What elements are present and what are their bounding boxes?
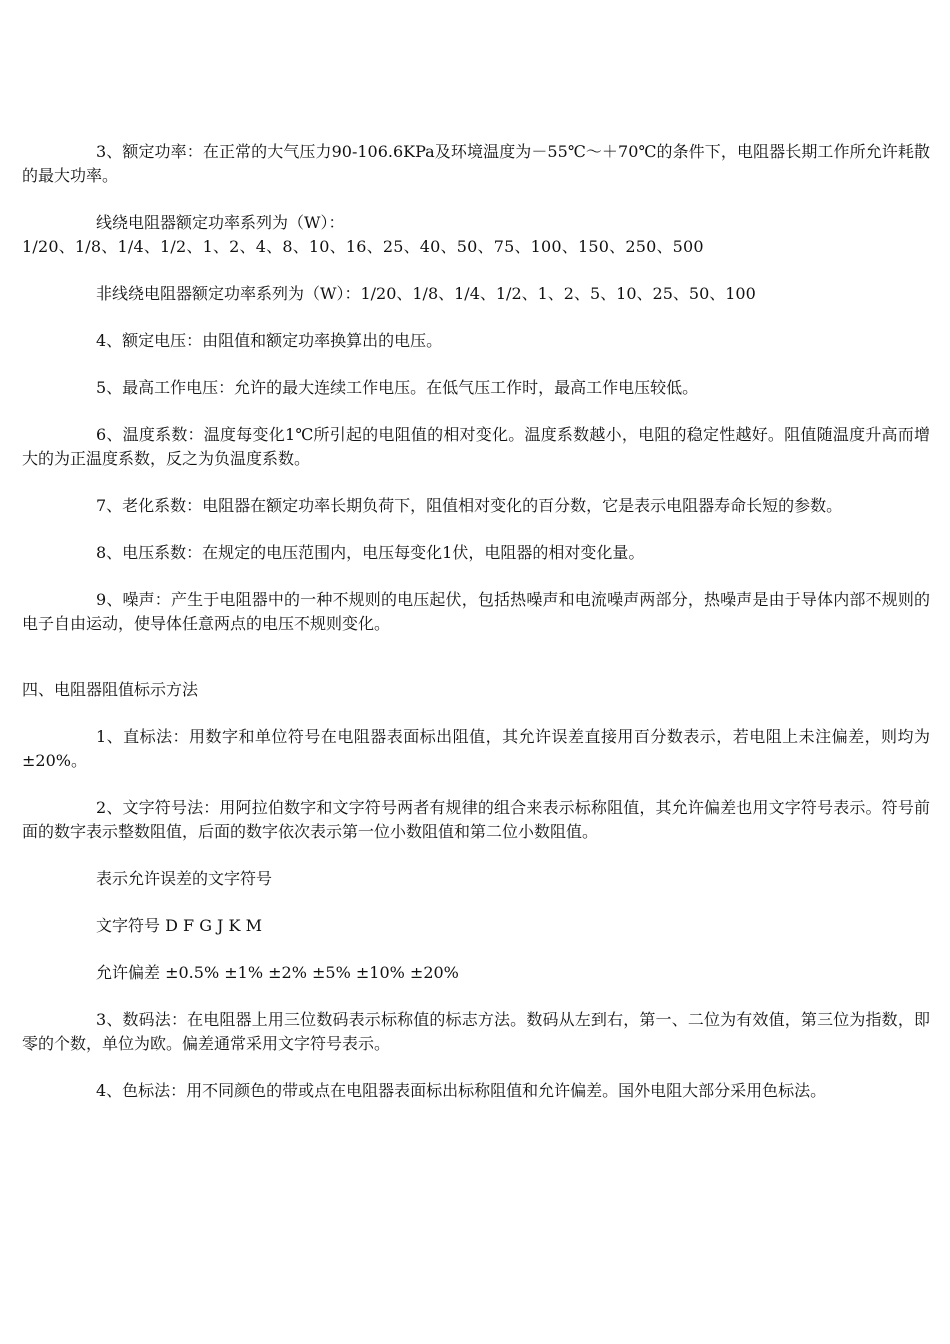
section-heading-resistance-marking: 四、电阻器阻值标示方法 bbox=[22, 680, 199, 699]
paragraph-noise: 9、噪声：产生于电阻器中的一种不规则的电压起伏，包括热噪声和电流噪声两部分，热噪声是由于导体内部不规则的电子自由运动，使导体任意两点的电压不规则变化。 bbox=[22, 590, 930, 633]
paragraph-temperature-coefficient: 6、温度系数：温度每变化1℃所引起的电阻值的相对变化。温度系数越小，电阻的稳定性越好。阻值随温度升高而增大的为正温度系数，反之为负温度系数。 bbox=[22, 425, 930, 468]
paragraph-tolerance-symbol-letters: 文字符号 D F G J K M bbox=[96, 916, 262, 935]
paragraph-wirewound-power-series-title: 线绕电阻器额定功率系列为（W）： bbox=[96, 213, 345, 232]
paragraph-aging-coefficient: 7、老化系数：电阻器在额定功率长期负荷下，阻值相对变化的百分数，它是表示电阻器寿命长短的参数。 bbox=[96, 496, 843, 515]
document-page bbox=[22, 140, 930, 1126]
paragraph-direct-marking: 1、直标法：用数字和单位符号在电阻器表面标出阻值，其允许误差直接用百分数表示，若电阻上未注偏差，则均为±20%。 bbox=[22, 727, 930, 770]
paragraph-numeric-code-marking: 3、数码法：在电阻器上用三位数码表示标称值的标志方法。数码从左到右，第一、二位为有效值，第三位为指数，即零的个数，单位为欧。偏差通常采用文字符号表示。 bbox=[22, 1010, 930, 1053]
paragraph-tolerance-symbols-title: 表示允许误差的文字符号 bbox=[96, 869, 273, 888]
paragraph-rated-power: 3、额定功率：在正常的大气压力90-106.6KPa及环境温度为－55℃～＋70℃的条件下，电阻器长期工作所允许耗散的最大功率。 bbox=[22, 142, 930, 185]
paragraph-max-working-voltage: 5、最高工作电压：允许的最大连续工作电压。在低气压工作时，最高工作电压较低。 bbox=[96, 378, 699, 397]
paragraph-tolerance-values: 允许偏差 ±0.5% ±1% ±2% ±5% ±10% ±20% bbox=[96, 963, 459, 982]
paragraph-text-symbol-marking: 2、文字符号法：用阿拉伯数字和文字符号两者有规律的组合来表示标称阻值，其允许偏差也用文字符号表示。符号前面的数字表示整数阻值，后面的数字依次表示第一位小数阻值和第二位小数阻值。 bbox=[22, 798, 930, 841]
paragraph-non-wirewound-power-series: 非线绕电阻器额定功率系列为（W）：1/20、1/8、1/4、1/2、1、2、5、10、25、50、100 bbox=[96, 284, 756, 303]
paragraph-color-code-marking: 4、色标法：用不同颜色的带或点在电阻器表面标出标称阻值和允许偏差。国外电阻大部分采用色标法。 bbox=[96, 1081, 827, 1100]
paragraph-voltage-coefficient: 8、电压系数：在规定的电压范围内，电压每变化1伏，电阻器的相对变化量。 bbox=[96, 543, 645, 562]
paragraph-wirewound-power-series-values: 1/20、1/8、1/4、1/2、1、2、4、8、10、16、25、40、50、75、100、150、250、500 bbox=[22, 237, 704, 256]
paragraph-rated-voltage: 4、额定电压：由阻值和额定功率换算出的电压。 bbox=[96, 331, 443, 350]
